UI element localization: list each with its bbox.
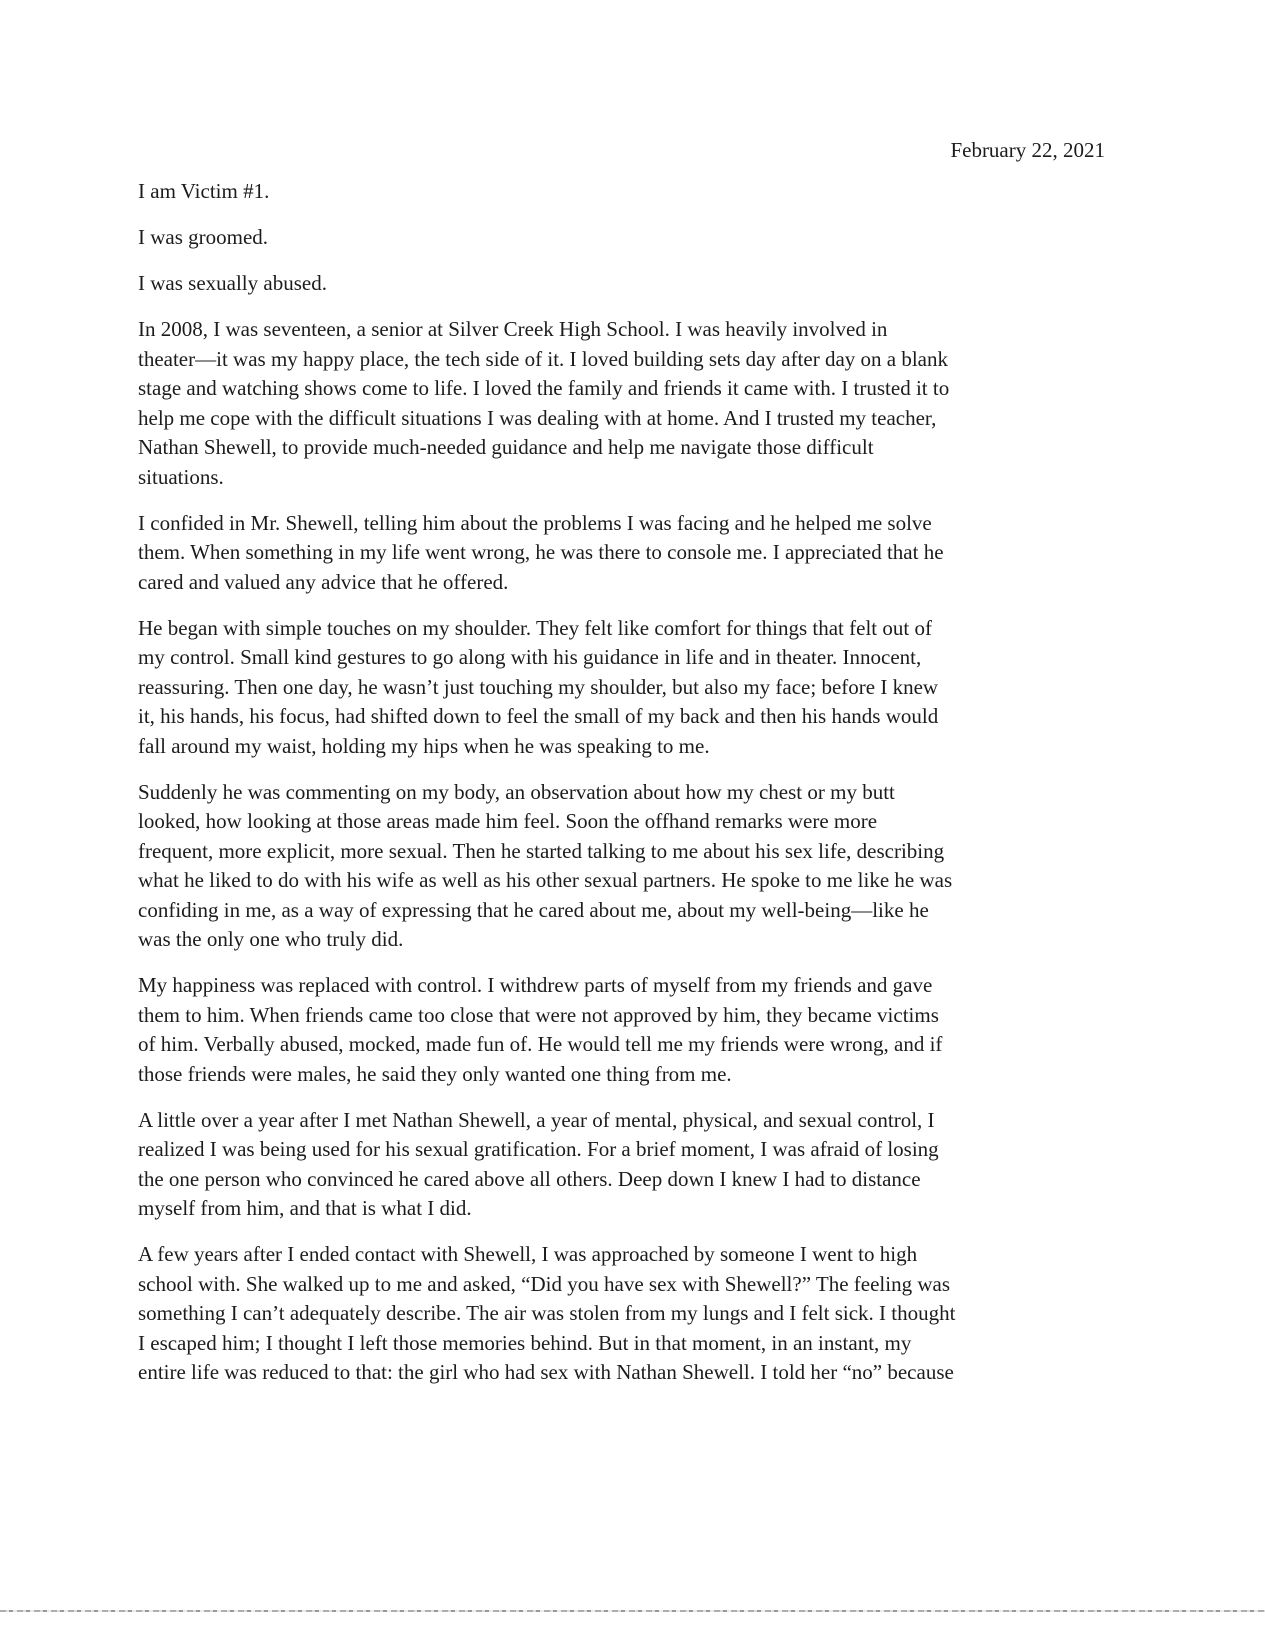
opening-line: I was sexually abused.	[138, 271, 327, 295]
opening-line: I was groomed.	[138, 225, 269, 249]
paragraph: A little over a year after I met Nathan Shewell, a year of mental, physical, and sexual control, I realized I was being used for his sexual gratification. For a brief moment, I was afraid of losing the one person who convinced he cared above all others. Deep down I knew I had to distance myself from him, and that is what I did.	[138, 1107, 939, 1220]
paragraph: He began with simple touches on my shoulder. They felt like comfort for things that felt out of my control. Small kind gestures to go along with his guidance in life and in theater. Innocent, reassuring. Then one day, he wasn’t just touching my shoulder, but also my face; before I knew it, his hands, his focus, had shifted down to feel the small of my back and then his hands would fall around my waist, holding my hips when he was speaking to me.	[138, 615, 939, 758]
paragraph: In 2008, I was seventeen, a senior at Silver Creek High School. I was heavily involved in theater—it was my happy place, the tech side of it. I loved building sets day after day on a blank stage and watching shows come to life. I loved the family and friends it came with. I trusted it to help me cope with the difficult situations I was dealing with at home. And I trusted my teacher, Nathan Shewell, to provide much-needed guidance and help me navigate those difficult situations.	[138, 317, 950, 489]
paragraph: I confided in Mr. Shewell, telling him about the problems I was facing and he helped me solve them. When something in my life went wrong, he was there to console me. I appreciated that he cared and valued any advice that he offered.	[138, 510, 944, 594]
scan-edge-divider	[0, 1610, 1265, 1612]
opening-line: I am Victim #1.	[138, 179, 270, 203]
letter-date: February 22, 2021	[950, 138, 1105, 162]
paragraph: Suddenly he was commenting on my body, an observation about how my chest or my butt looked, how looking at those areas made him feel. Soon the offhand remarks were more frequent, more explicit, more sexual. Then he started talking to me about his sex life, describing what he liked to do with his wife as well as his other sexual partners. He spoke to me like he was confiding in me, as a way of expressing that he cared about me, about my well-being—like he was the only one who truly did.	[138, 779, 953, 951]
paragraph: A few years after I ended contact with Shewell, I was approached by someone I went to high school with. She walked up to me and asked, “Did you have sex with Shewell?” The feeling was something I can’t adequately describe. The air was stolen from my lungs and I felt sick. I thought I escaped him; I thought I left those memories behind. But in that moment, in an instant, my entire life was reduced to that: the girl who had sex with Nathan Shewell. I told her “no” because	[138, 1242, 956, 1384]
paragraph: My happiness was replaced with control. I withdrew parts of myself from my friends and gave them to him. When friends came too close that were not approved by him, they became victims of him. Verbally abused, mocked, made fun of. He would tell me my friends were wrong, and if those friends were males, he said they only wanted one thing from me.	[138, 973, 943, 1086]
letter-body	[138, 177, 1084, 1404]
